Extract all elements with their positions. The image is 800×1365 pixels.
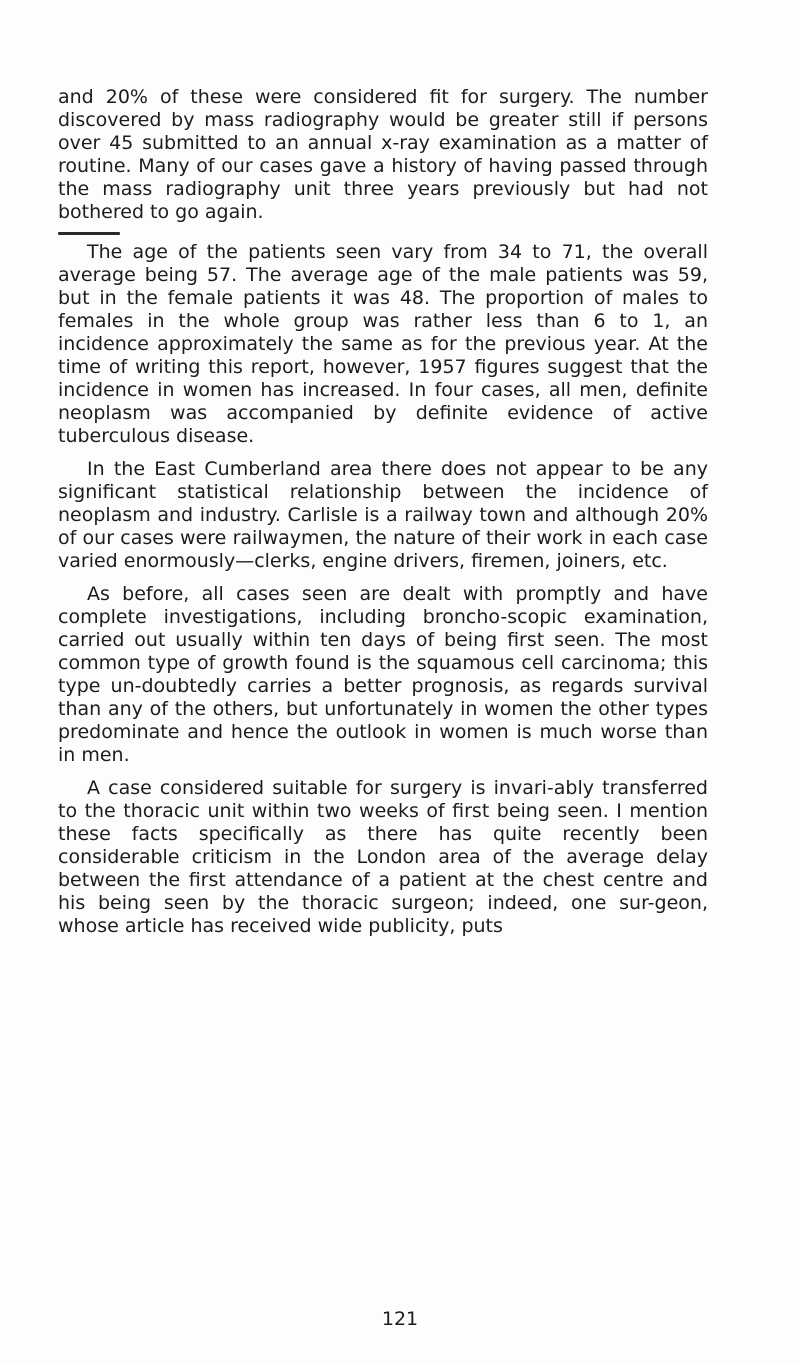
- paragraph-1: and 20% of these were considered fit for surgery. The number discovered by mass radiography would be greater still if persons over 45 submitted to an annual x-ray examination as a matter of routine. Many of our cases gave a history of having passed through the mass radiography unit three years previously but had not bothered to go again.: [58, 86, 708, 223]
- paragraph-2: The age of the patients seen vary from 34 to 71, the overall average being 57. The average age of the male patients was 59, but in the female patients it was 48. The proportion of males to females in the whole group was rather less than 6 to 1, an incidence approximately the same as for the previous year. At the time of writing this report, however, 1957 figures suggest that the incidence in women has increased. In four cases, all men, definite neoplasm was accompanied by definite evidence of active tuberculous disease.: [58, 241, 708, 447]
- paragraph-3: In the East Cumberland area there does not appear to be any significant statistical relationship between the incidence of neoplasm and industry. Carlisle is a railway town and although 20% of our cases were railwaymen, the nature of their work in each case varied enormously—clerks, engine drivers, firemen, joiners, etc.: [58, 458, 708, 572]
- page-number: 121: [381, 1308, 419, 1330]
- ink-mark: [58, 232, 120, 235]
- paragraph-4: As before, all cases seen are dealt with promptly and have complete investigations, including broncho-scopic examination, carried out usually within ten days of being first seen. The most common type of growth found is the squamous cell carcinoma; this type un-doubtedly carries a better prognosis, as regards survival than any of the others, but unfortunately in women the other types predominate and hence the outlook in women is much worse than in men.: [58, 583, 708, 766]
- paragraph-5: A case considered suitable for surgery is invari-ably transferred to the thoracic unit within two weeks of first being seen. I mention these facts specifically as there has quite recently been considerable criticism in the London area of the average delay between the first attendance of a patient at the chest centre and his being seen by the thoracic surgeon; indeed, one sur-geon, whose article has received wide publicity, puts: [58, 777, 708, 937]
- body-text: [58, 86, 708, 948]
